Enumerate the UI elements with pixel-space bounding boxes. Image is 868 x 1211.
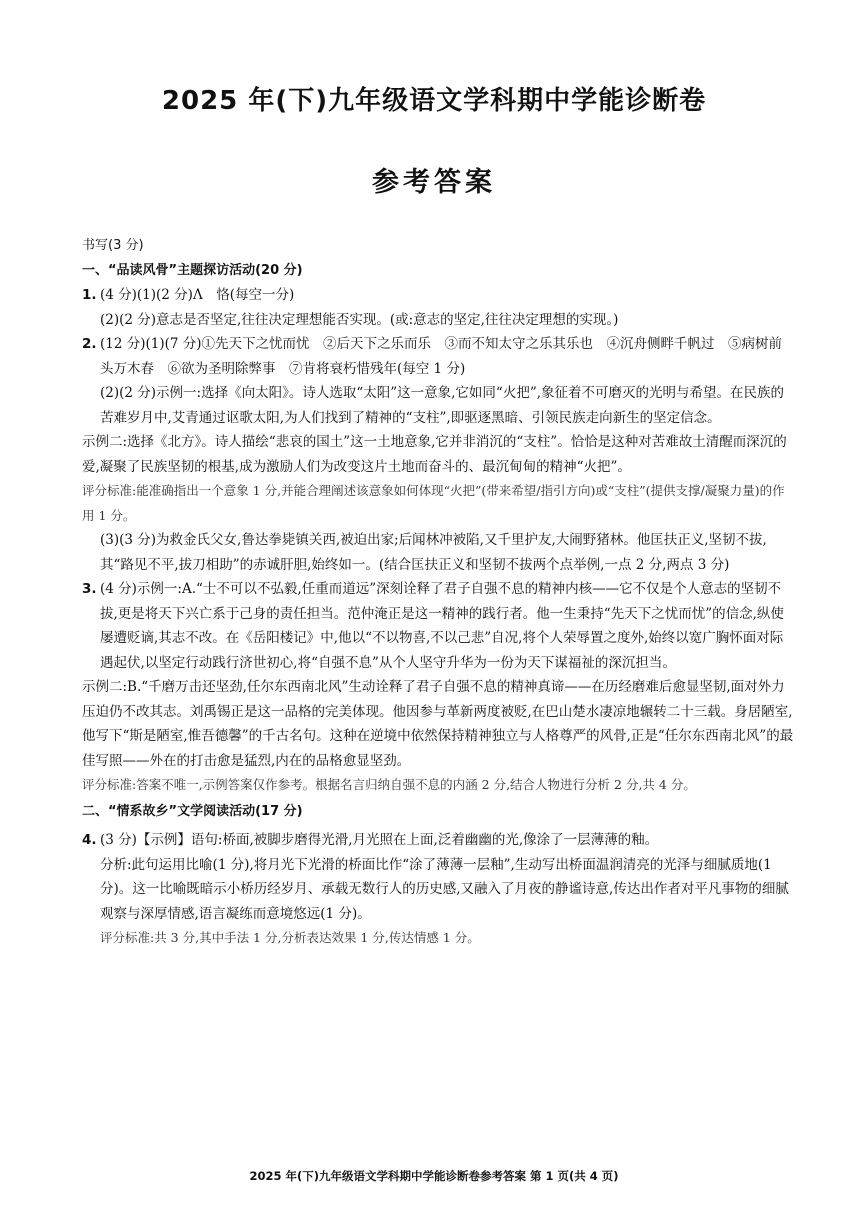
question-4 [82,828,794,853]
answer-text: (4 分)(1)(2 分)Λ 恪(每空一分) [100,287,295,303]
page-footer: 2025 年(下)九年级语文学科期中学能诊断卷参考答案 第 1 页(共 4 页) [249,1169,619,1183]
question-number: 1. [82,287,97,303]
answer-example: 示例二:选择《北方》。诗人描绘“悲哀的国土”这一土地意象,它并非消沉的“支柱”。恰恰是这种对苦难故土清醒而深沉的爱,凝聚了民族坚韧的根基,成为激励人们为改变这片土地而奋斗的、最沉甸甸的精神“火把”。 [82,434,787,475]
question-1 [82,283,794,332]
answer-text: (3 分)【示例】语句:桥面,被脚步磨得光滑,月光照在上面,泛着幽幽的光,像涂了一层薄薄的釉。 [100,832,659,848]
question-2 [82,332,794,430]
answer-analysis: 分析:此句运用比喻(1 分),将月光下光滑的桥面比作“涂了薄薄一层釉”,生动写出桥面温润清亮的光泽与细腻质地(1 分)。这一比喻既暗示小桥历经岁月、承载无数行人的历史感,又融入了月夜的静谧诗意,传达出作者对平凡事物的细腻观察与深厚情感,语言凝练而意境悠远(1 分)。 [100,856,789,922]
question-number: 3. [82,581,97,597]
answer-text: (4 分)示例一:A.“士不可以不弘毅,任重而道远”深刻诠释了君子自强不息的精神内核——它不仅是个人意志的坚韧不拔,更是将天下兴亡系于己身的责任担当。范仲淹正是这一精神的践行者。他一生秉持“先天下之忧而忧”的信念,纵使屡遭贬谪,其志不改。在《岳阳楼记》中,他以“不以物喜,不以己悲”自况,将个人荣辱置之度外,始终以宽广胸怀面对际遇起伏,以坚定行动践行济世初心,将“自强不息”从个人坚守升华为一份为天下谋福祉的深沉担当。 [100,581,784,671]
section2-heading: 二、“情系故乡”文学阅读活动(17 分) [82,803,303,819]
answer-text: (3)(3 分)为救金氏父女,鲁达拳毙镇关西,被迫出家;后闻林冲被陷,又千里护友,大闹野猪林。他匡扶正义,坚韧不拔,其“路见不平,拔刀相助”的赤诚肝胆,始终如一。(结合匡扶正义和坚韧不拔两个点举例,一点 2 分,两点 3 分) [100,532,767,573]
answer-example: 示例二:B.“千磨万击还坚劲,任尔东西南北风”生动诠释了君子自强不息的精神真谛——在历经磨难后愈显坚韧,面对外力压迫仍不改其志。刘禹锡正是这一品格的完美体现。他因参与革新两度被贬,在巴山楚水凄凉地辗转二十三载。身居陋室,他写下“斯是陋室,惟吾德馨”的千古名句。这种在逆境中依然保持精神独立与人格尊严的风骨,正是“任尔东西南北风”的最佳写照——外在的打击愈是猛烈,内在的品格愈显坚劲。 [82,679,794,769]
answer-text: (2)(2 分)示例一:选择《向太阳》。诗人选取“太阳”这一意象,它如同“火把”,象征着不可磨灭的光明与希望。在民族的苦难岁月中,艾青通过讴歌太阳,为人们找到了精神的“支柱”,即驱逐黑暗、引领民族走向新生的坚定信念。 [100,385,785,426]
page-title: 2025 年(下)九年级语文学科期中学能诊断卷 [161,86,707,116]
question-3 [82,577,794,675]
question-number: 2. [82,336,97,352]
answer-content [82,234,794,951]
section1-heading: 一、“品读风骨”主题探访活动(20 分) [82,262,303,278]
scoring-criteria: 评分标准:能准确指出一个意象 1 分,并能合理阐述该意象如何体现“火把”(带来希望/指引方向)或“支柱”(提供支撑/凝聚力量)的作用 1 分。 [82,483,785,523]
answer-text: (2)(2 分)意志是否坚定,往往决定理想能否实现。(或:意志的坚定,往往决定理想的实现。) [100,311,619,328]
writing-score: 书写(3 分) [82,238,144,253]
question-number: 4. [82,832,97,848]
page-subtitle: 参考答案 [372,167,496,198]
scoring-criteria: 评分标准:共 3 分,其中手法 1 分,分析表达效果 1 分,传达情感 1 分。 [100,930,480,945]
answer-text: (12 分)(1)(7 分)①先天下之忧而忧 ②后天下之乐而乐 ③而不知太守之乐其乐也 ④沉舟侧畔千帆过 ⑤病树前头万木春 ⑥欲为圣明除弊事 ⑦肯将衰朽惜残年(每空 1 分) [100,336,783,377]
scoring-criteria: 评分标准:答案不唯一,示例答案仅作参考。根据名言归纳自强不息的内涵 2 分,结合人物进行分析 2 分,共 4 分。 [82,777,696,792]
